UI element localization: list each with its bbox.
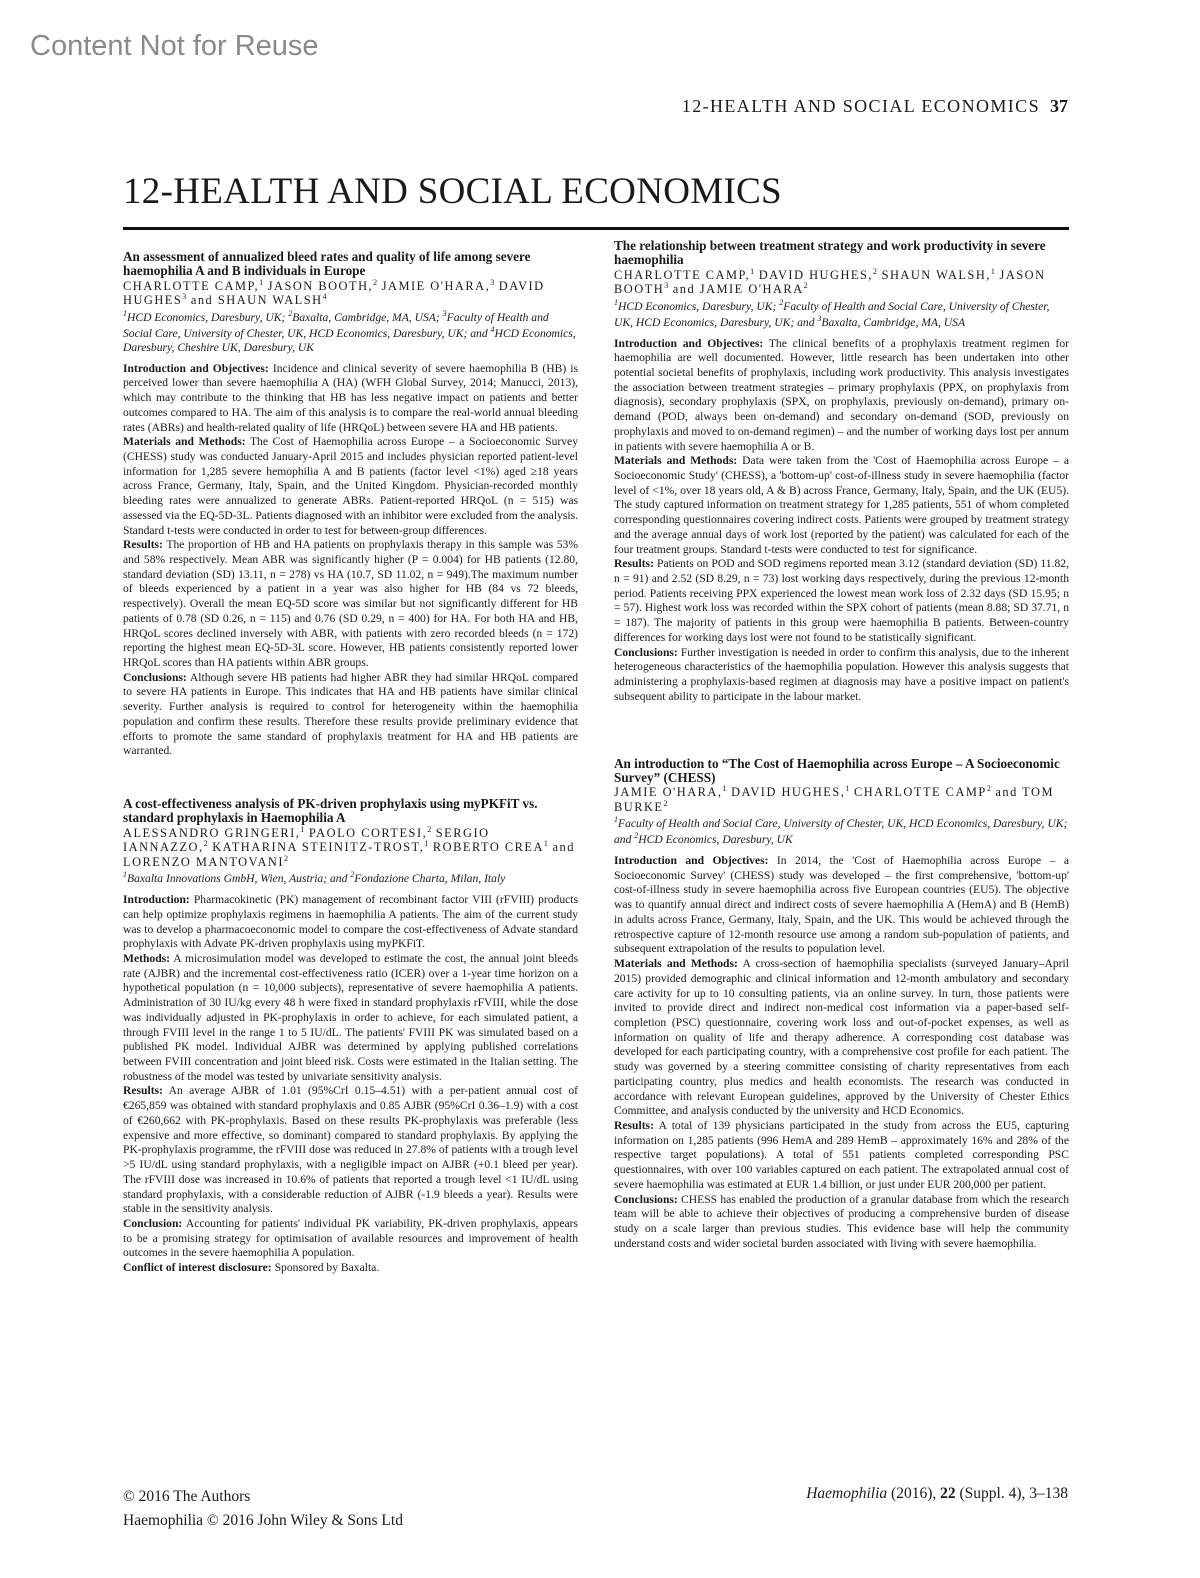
abstract-authors [614, 785, 1069, 814]
journal-pages: (Suppl. 4), 3–138 [955, 1485, 1068, 1502]
author-affiliation-mark: 3 [182, 292, 187, 302]
journal-volume: 22 [940, 1485, 956, 1502]
author-affiliation-mark: 2 [663, 798, 668, 808]
abstract-paragraph [123, 893, 578, 952]
paragraph-label: Conclusions: [614, 1192, 678, 1206]
affiliation-mark: 4 [490, 324, 495, 334]
affiliation-text: HCD Economics, Daresbury, UK; [618, 299, 780, 313]
paragraph-label: Results: [614, 557, 654, 571]
paragraph-text: The clinical benefits of a prophylaxis treatment regimen for haemophilia are well documented. However, little research has been undertaken into other potential societal benefits of prophylaxis, including work productivity. This analysis investigates the association between treatment strategies – primary prophylaxis (PPX, on prophylaxis from diagnosis), secondary prophylaxis (SPX, on prophylaxis, previously on-demand), primary on-demand (POD, always been on-demand) and secondary on-demand (SOD, previously on prophylaxis and moved to on-demand regimen) – and the number of working days lost per annum in patients with severe haemophilia A or B. [614, 336, 1069, 453]
abstract-paragraph [614, 337, 1069, 455]
paragraph-text: CHESS has enabled the production of a granular database from which the research team will be able to achieve their objectives of producing a comprehensive burden of disease study on a scale larger than previous studies. This evidence base will help the community understand costs and wider societal burden associated with living with severe haemophilia. [614, 1192, 1069, 1250]
abstract [123, 797, 578, 1276]
affiliation-mark: 2 [350, 870, 355, 880]
paragraph-text: A cross-section of haemophilia specialists (surveyed January–April 2015) provided demographic and clinical information and 12-month ambulatory and secondary care activity for up to 10 consulting patients, via an online survey. In turn, those patients were invited to provide direct and indirect non-medical cost information via a paper-based self-completion (PSC) questionnaire, covering work loss and out-of-pocket expenses, as well as information on quality of life and therapy adherence. A corresponding cost database was developed for each participating country, with a comprehensive cost profile for each patient. The study was governed by a steering committee consisting of charity representatives from each participating country, plus medics and health economists. The research was conducted in accordance with relevant European guidelines, approved by the University of Chester Ethics Committee, and analysis conducted by the university and HCD Economics. [614, 957, 1069, 1118]
paragraph-text: Although severe HB patients had higher ABR they had similar HRQoL compared to severe HA patients in Europe. This indicates that HA and HB patients have similar clinical severity. Further analysis is required to control for heterogeneity within the haemophilia population and confirm these results. Therefore these results provide preliminary evidence that efforts to promote the same standard of prophylaxis treatment for HA and HB patients are warranted. [123, 670, 578, 758]
abstract-paragraph [123, 671, 578, 759]
affiliation-text: Faculty of Health and Social Care, University of Chester, UK, HCD Economics, Daresbury, UK; and [614, 299, 1050, 329]
abstract-paragraph [123, 538, 578, 670]
abstract-paragraph [614, 1119, 1069, 1193]
paragraph-text: The proportion of HB and HA patients on prophylaxis therapy in this sample was 53% and 58% respectively. Mean ABR was significantly higher (P = 0.004) for HB patients (12.80, standard deviation (SD) 13.11, n = 278) vs HA (10.7, SD 11.02, n = 949).The maximum number of bleeds experienced by a patient in a year was also higher for HB (84 vs 72 bleeds, respectively). Overall the mean EQ-5D score was similar but not significantly different for HB patients of 0.78 (SD 0.26, n = 115) and 0.76 (SD 0.29, n = 400) for HA. For both HA and HB, HRQoL scores declined inversely with ABR, with patients with zero recorded bleeds (n = 172) reporting the highest mean EQ-5D-3L score. However, HB patients consistently reported lower HRQoL scores than HA patients within ABR groups. [123, 538, 578, 670]
author-name: and LORENZO MANTOVANI [123, 840, 575, 869]
abstract-affiliations [614, 815, 1069, 847]
abstract [123, 250, 578, 759]
affiliation-mark: 1 [614, 815, 618, 825]
paragraph-label: Conclusions: [614, 645, 678, 659]
abstract-paragraph [614, 557, 1069, 645]
running-head [682, 96, 1068, 117]
paragraph-label: Materials and Methods: [123, 435, 246, 449]
affiliation-text: Fondazione Charta, Milan, Italy [354, 871, 506, 885]
affiliation-mark: 3 [442, 308, 447, 318]
author-affiliation-mark: 2 [872, 266, 877, 276]
paragraph-label: Results: [614, 1118, 654, 1132]
author-name: SHAUN WALSH, [876, 267, 991, 282]
author-name: DAVID HUGHES, [754, 267, 873, 282]
abstract-paragraph [614, 454, 1069, 557]
abstract-body [614, 337, 1069, 705]
abstract-title: The relationship between treatment strategy and work productivity in severe haemophilia [614, 238, 1046, 268]
author-name: CHARLOTTE CAMP, [614, 267, 751, 282]
paragraph-text: The Cost of Haemophilia across Europe – a Socioeconomic Survey (CHESS) study was conducted January-April 2015 and includes physician reported patient-level information for 1,285 severe hemophilia A and B patients (factor level <1%) aged ≥18 years across France, Germany, Italy, Spain, and the United Kingdom. Physician-recorded monthly bleeding rates were annualized to generate ABRs. Patient-reported HRQoL (n = 515) was assessed via the EQ-5D-3L. Patients diagnosed with an inhibitor were excluded from the analysis. Standard t-tests were conducted in order to test for between-group differences. [123, 435, 578, 537]
running-head-title: 12-HEALTH AND SOCIAL ECONOMICS [681, 96, 1040, 116]
paragraph-label: Introduction and Objectives: [614, 854, 769, 868]
abstract-paragraph [123, 1084, 578, 1216]
paragraph-text: An average AJBR of 1.01 (95%CrI 0.15–4.51) with a per-patient annual cost of €265,859 was obtained with standard prophylaxis and 0.85 AJBR (95%CrI 0.36–1.9) with a cost of €260,662 with PK-prophylaxis. Based on these results PK-prophylaxis was preferable (less expensive and more effective, so dominant) compared to standard prophylaxis. By applying the PK-prophylaxis programme, the rFVIII dose was reduced in 27.8% of patients with a trough level >5 IU/dL using standard prophylaxis, with a negligible impact on AJBR (+0.1 bleed per year). The rFVIII dose was increased in 10.6% of patients that reported a trough level <1 IU/dL using standard prophylaxis, with a considerable reduction of AJBR (-1.9 bleeds a year). Results were stable in the sensitivity analysis. [123, 1084, 578, 1216]
author-affiliation-mark: 1 [750, 266, 755, 276]
affiliation-mark: 2 [288, 308, 293, 318]
author-name: ALESSANDRO GRINGERI, [123, 825, 301, 840]
abstract-authors [614, 268, 1069, 297]
author-affiliation-mark: 1 [300, 824, 305, 834]
author-name: JASON BOOTH, [263, 278, 374, 293]
paragraph-text: Further investigation is needed in order to confirm this analysis, due to the inherent heterogeneous characteristics of the haemophilia population. However this analysis suggests that administering a prophylaxis-based regimen at diagnosis may have a positive impact on patient's subsequent ability to participate in the labour market. [614, 645, 1069, 703]
author-affiliation-mark: 1 [424, 839, 429, 849]
affiliation-mark: 2 [779, 297, 784, 307]
paragraph-label: Materials and Methods: [614, 957, 738, 971]
paragraph-text: A total of 139 physicians participated in the study from across the EU5, capturing information on 1,285 patients (996 HemA and 289 HemB – approximately 16% and 28% of the respective target populations). A total of 551 patients completed corresponding PSC questionnaires, with over 100 variables captured on each patient. The extrapolated annual cost of severe haemophilia was estimated at EUR 1.4 billion, or just under EUR 200,000 per patient. [614, 1118, 1069, 1191]
paragraph-label: Conclusion: [123, 1216, 183, 1230]
author-affiliation-mark: 2 [427, 824, 432, 834]
paragraph-text: Data were taken from the 'Cost of Haemophilia across Europe – a Socioeconomic Study' (CHESS), a 'bottom-up' cost-of-illness study in severe haemophilia (factor level of <1%, over 18 years old, A & B) across France, Germany, Italy, Spain, and the UK (EU5). The study captured information on treatment strategy for 1,285 patients, 551 of whom completed corresponding questionnaires covering indirect costs. Patients were grouped by treatment strategy and the average annual days of work lost (reported by the patient) was calculated for each of the four treatment groups. Standard t-tests were conducted to test for significance. [614, 454, 1069, 556]
affiliation-mark: 3 [817, 313, 822, 323]
abstract-paragraph [614, 854, 1069, 957]
author-affiliation-mark: 2 [373, 277, 378, 287]
affiliation-mark: 1 [614, 297, 618, 307]
abstract [614, 239, 1069, 705]
affiliation-text: HCD Economics, Daresbury, Cheshire UK, Daresbury, UK [123, 326, 576, 354]
journal-citation [806, 1485, 1068, 1503]
abstract-paragraph [123, 952, 578, 1084]
abstract-title: A cost-effectiveness analysis of PK-driven prophylaxis using myPKFiT vs. standard prophylaxis in Haemophilia A [123, 796, 538, 826]
author-affiliation-mark: 2 [284, 853, 288, 863]
author-name: CHARLOTTE CAMP, [123, 278, 260, 293]
paragraph-label: Introduction and Objectives: [123, 361, 269, 375]
author-affiliation-mark: 1 [990, 266, 995, 276]
abstract-affiliations [123, 870, 578, 886]
author-affiliation-mark: 2 [203, 839, 208, 849]
affiliation-text: Faculty of Health and Social Care, University of Chester, UK, HCD Economics, Daresbury, UK; and [614, 816, 1068, 846]
author-affiliation-mark: 2 [803, 281, 808, 291]
affiliation-mark: 1 [123, 308, 127, 318]
abstract-paragraph [123, 435, 578, 538]
author-affiliation-mark: 1 [543, 839, 548, 849]
paragraph-label: Introduction and Objectives: [614, 336, 764, 350]
affiliation-mark: 2 [634, 831, 639, 841]
affiliation-text: Baxalta, Cambridge, MA, USA [821, 315, 966, 329]
author-name: and TOM BURKE [614, 785, 1054, 814]
paragraph-text: Accounting for patients' individual PK variability, PK-driven prophylaxis, appears to be a promising strategy for optimisation of available resources and improvement of health outcomes in the severe haemophilia A population. [123, 1216, 578, 1260]
watermark: Content Not for Reuse [30, 30, 319, 62]
author-affiliation-mark: 3 [664, 281, 669, 291]
paragraph-text: Pharmacokinetic (PK) management of recombinant factor VIII (rFVIII) products can help optimize prophylaxis regimens in haemophilia A patients. The aim of the current study was to develop a pharmacoeconomic model to compare the cost-effectiveness of Advate standard prophylaxis with Advate PK-driven prophylaxis using myPKFiT. [123, 893, 578, 951]
copyright-authors: © 2016 The Authors [123, 1488, 251, 1505]
paragraph-label: Methods: [123, 952, 171, 965]
affiliation-mark: 1 [123, 870, 127, 880]
abstract-affiliations [614, 298, 1069, 330]
paragraph-text: Patients on POD and SOD regimens reported mean 3.12 (standard deviation (SD) 11.82, n = 91) and 2.52 (SD 8.29, n = 73) lost working days respectively, during the previous 12-month period. Patients receiving PPX experienced the lowest mean work loss of 2.32 days (SD 15.95; n = 57). Highest work loss was recorded within the SPX cohort of patients (mean 8.88; SD 37.71, n = 187). The majority of patients in this group were haemophilia B patients. Between-country differences for working days lost were not found to be statistically significant. [614, 557, 1069, 644]
author-name: SERGIO IANNAZZO, [123, 825, 490, 855]
abstract-body [123, 362, 578, 759]
abstract-paragraph [614, 1193, 1069, 1252]
author-name: PAOLO CORTESI, [304, 825, 428, 840]
paragraph-label: Conflict of interest disclosure: [123, 1261, 272, 1275]
paragraph-label: Results: [123, 538, 163, 552]
paragraph-text: A microsimulation model was developed to estimate the cost, the annual joint bleeds rate (AJBR) and the incremental cost-effectiveness ratio (ICER) over a 1-year time horizon on a hypothetical population (n = 10,000 subjects), representative of severe haemophilia A patients. Administration of 30 IU/kg every 48 h were fixed in standard prophylaxis rFVIII, while the dose was individually adjusted in PK-prophylaxis in order to achieve, for each simulated patient, a through FVIII level in the range 1 to 5 IU/dL. The patients' FVIII PK was simulated based on a published PK model. Individual AJBR was determined by applying published correlations between FVIII concentration and joint bleed risk. Costs were estimated in the Italian setting. The robustness of the model was tested by univariate sensitivity analysis. [123, 952, 578, 1083]
abstract-paragraph [614, 646, 1069, 705]
section-rule [123, 227, 1069, 230]
paragraph-label: Introduction: [123, 893, 190, 907]
paragraph-text: In 2014, the 'Cost of Haemophilia across Europe – a Socioeconomic Survey' (CHESS) study was developed – the first comprehensive, 'bottom-up' cost-of-illness study in severe haemophilia across five European countries (EU5). The objective was to quantify annual direct and indirect costs of severe haemophilia A (HemA) and B (HemB) in adults across France, Germany, Italy, Spain, and the UK. This would be achieved through the retrospective capture of 12-month resource use among a random sub-population of patients, and subsequent extrapolation of the results to population level. [614, 854, 1069, 956]
abstract-title: An assessment of annualized bleed rates and quality of life among severe haemophilia A and B individuals in Europe [123, 249, 531, 279]
author-name: DAVID HUGHES [123, 278, 545, 308]
author-name: KATHARINA STEINITZ-TROST, [207, 840, 425, 855]
author-name: and SHAUN WALSH [186, 293, 323, 308]
author-affiliation-mark: 1 [259, 277, 264, 287]
paragraph-label: Results: [123, 1084, 163, 1098]
abstract-paragraph [123, 1261, 578, 1276]
author-name: JAMIE O'HARA, [614, 785, 723, 800]
page-number: 37 [1050, 96, 1068, 116]
author-name: and JAMIE O'HARA [668, 282, 804, 297]
author-affiliation-mark: 3 [490, 277, 495, 287]
abstract-body [123, 893, 578, 1276]
paragraph-text: Sponsored by Baxalta. [271, 1261, 380, 1275]
author-affiliation-mark: 1 [845, 784, 850, 793]
affiliation-text: Faculty of Health and Social Care, University of Chester, UK, HCD Economics, Daresbury, UK; and [123, 310, 549, 340]
journal-name: Haemophilia [806, 1485, 888, 1502]
copyright-publisher: Haemophilia © 2016 John Wiley & Sons Ltd [123, 1512, 403, 1530]
abstract-affiliations [123, 309, 578, 355]
abstract-paragraph [614, 957, 1069, 1119]
abstract-authors [123, 279, 578, 308]
affiliation-text: HCD Economics, Daresbury, UK; [127, 310, 289, 324]
abstract [614, 757, 1069, 1252]
abstract-paragraph [123, 1217, 578, 1261]
paragraph-label: Conclusions: [123, 670, 187, 684]
affiliation-text: Baxalta Innovations GmbH, Wien, Austria; and [127, 871, 351, 885]
author-name: CHARLOTTE CAMP [849, 785, 987, 800]
author-affiliation-mark: 2 [986, 784, 991, 793]
journal-year: (2016), [887, 1485, 941, 1502]
affiliation-text: HCD Economics, Daresbury, UK [638, 832, 793, 846]
author-name: JAMIE O'HARA, [377, 278, 491, 293]
copyright-block [123, 1485, 403, 1533]
left-column [123, 250, 578, 1276]
author-name: JASON BOOTH [614, 267, 1046, 297]
abstract-title: An introduction to “The Cost of Haemophilia across Europe – A Socioeconomic Survey” (CHESS) [614, 755, 1060, 785]
abstract-body [614, 854, 1069, 1251]
section-title: 12-HEALTH AND SOCIAL ECONOMICS [123, 171, 782, 212]
abstract-authors [123, 826, 578, 870]
paragraph-text: Incidence and clinical severity of severe haemophilia B (HB) is perceived lower than severe haemophilia A (HA) (WFH Global Survey, 2014; Manucci, 2013), which may contribute to the thinking that HB has less negative impact on patients and better outcomes compared to HA. The aim of this analysis is to compare the real-world annual bleeding rates (ABRs) and health-related quality of life (HRQoL) between severe HA and HB patients. [123, 361, 578, 434]
author-affiliation-mark: 4 [322, 292, 327, 302]
author-name: DAVID HUGHES, [726, 785, 846, 800]
abstract-paragraph [123, 362, 578, 436]
affiliation-text: Baxalta, Cambridge, MA, USA; [292, 310, 443, 324]
right-column [614, 239, 1069, 1251]
author-affiliation-mark: 1 [722, 784, 727, 793]
paragraph-label: Materials and Methods: [614, 454, 738, 468]
author-name: ROBERTO CREA [428, 840, 544, 855]
